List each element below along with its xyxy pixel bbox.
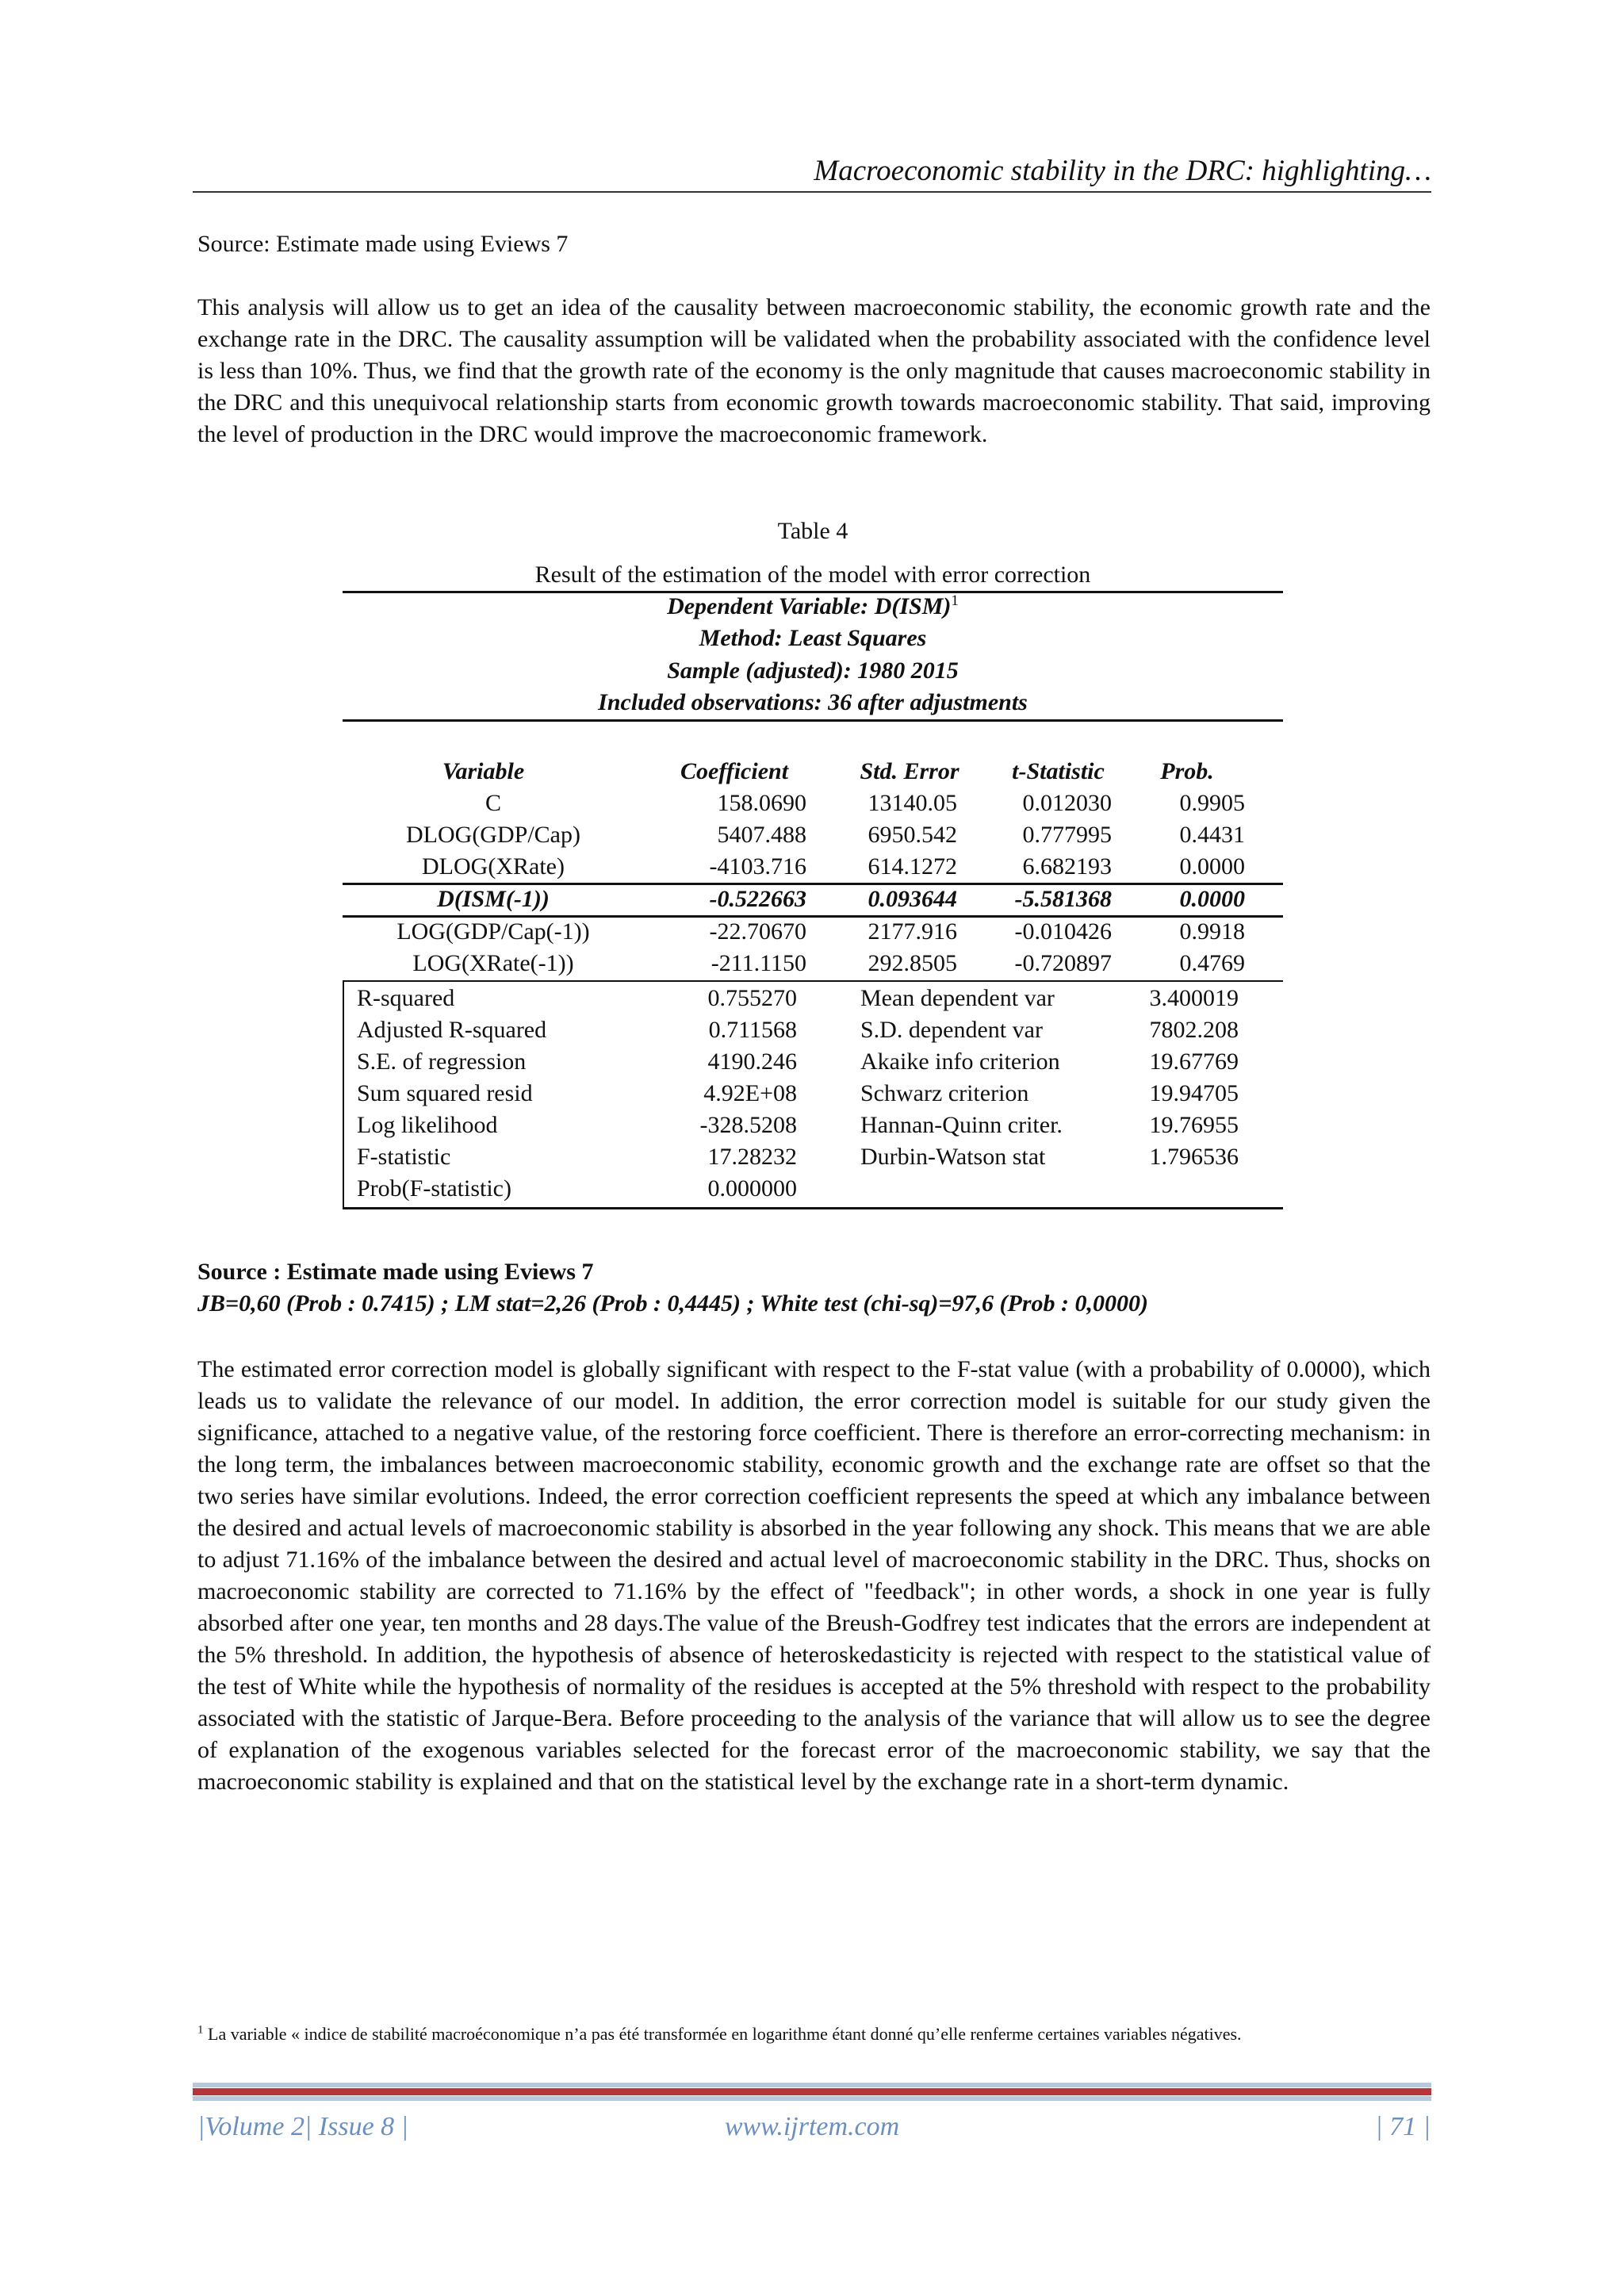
table-rule [343, 1207, 1283, 1209]
table-cell: -5.581368 [1014, 886, 1112, 912]
method-line: Method: Least Squares [699, 625, 927, 651]
table-row [343, 948, 1283, 979]
footer-volume-issue: |Volume 2| Issue 8 | [197, 2112, 409, 2141]
stat-value: 4190.246 [707, 1048, 797, 1075]
stat-label: Sum squared resid [357, 1080, 533, 1106]
source-note-bottom: Source : Estimate made using Eviews 7 [197, 1259, 594, 1285]
table-cell: 614.1272 [868, 853, 957, 880]
footer-website-link[interactable]: www.ijrtem.com [724, 2112, 900, 2141]
footnote [197, 2021, 1431, 2047]
stat-label: Prob(F-statistic) [357, 1175, 511, 1202]
sample-line: Sample (adjusted): 1980 2015 [667, 657, 959, 684]
paragraph-causality: This analysis will allow us to get an idea of the causality between macroeconomic stability, the economic growth rate and the exchange rate in the DRC. The causality assumption will be validated when the probability associated with the confidence level is less than 10%. Thus, we find that the growth rate of the economy is the only magnitude that causes macroeconomic stability in the DRC and this unequivocal relationship starts from economic growth towards macroeconomic stability. That said, improving the level of production in the DRC would improve the macroeconomic framework. [197, 294, 1431, 447]
stat-label: Akaike info criterion [860, 1048, 1060, 1075]
source-note-top: Source: Estimate made using Eviews 7 [197, 231, 569, 257]
stat-label: Adjusted R-squared [357, 1017, 547, 1043]
table-cell: 0.0000 [1179, 853, 1245, 880]
table-row [343, 788, 1283, 819]
table-cell: D(ISM(-1)) [437, 886, 550, 912]
stat-label: Hannan-Quinn criter. [860, 1112, 1063, 1138]
footnote-text: La variable « indice de stabilité macroéconomique n’a pas été transformée en logarithme étant donné qu’elle renferme certaines variables négatives. [203, 2024, 1242, 2044]
table-cell: 0.0000 [1179, 886, 1245, 912]
footer-page-number: | 71 | [1375, 2112, 1431, 2141]
stat-value: 19.76955 [1149, 1112, 1239, 1138]
table-cell: -0.522663 [709, 886, 806, 912]
table-cell: 6950.542 [868, 822, 957, 848]
stats-row [343, 1110, 1283, 1141]
stat-label: Log likelihood [357, 1112, 498, 1138]
diagnostic-tests: JB=0,60 (Prob : 0.7415) ; LM stat=2,26 (Prob : 0,4445) ; White test (chi-sq)=97,6 (Prob : 0,0000) [197, 1290, 1148, 1317]
table-rule [343, 980, 1283, 982]
table-cell: -22.70670 [709, 918, 806, 945]
stat-value: 19.67769 [1149, 1048, 1239, 1075]
stat-value: 1.796536 [1149, 1144, 1239, 1170]
table-cell: 6.682193 [1022, 853, 1112, 880]
stat-label: S.E. of regression [357, 1048, 527, 1075]
table-cell: 0.093644 [868, 886, 957, 912]
footer-band [193, 2096, 1431, 2101]
stat-value: 7802.208 [1149, 1017, 1239, 1043]
table-cell: LOG(GDP/Cap(-1)) [396, 918, 590, 945]
footnote-mark: 1 [951, 592, 959, 609]
table-cell: DLOG(GDP/Cap) [406, 822, 580, 848]
stat-value: 4.92E+08 [703, 1080, 797, 1106]
stats-row [343, 983, 1283, 1014]
table-row-error-correction [343, 884, 1283, 915]
stat-value: 0.755270 [707, 985, 797, 1011]
stat-value: 19.94705 [1149, 1080, 1239, 1106]
stat-label: F-statistic [357, 1144, 451, 1170]
table-cell: C [485, 790, 501, 816]
table-cell: 158.0690 [717, 790, 806, 816]
header-rule [193, 191, 1431, 193]
stat-label: Schwarz criterion [860, 1080, 1029, 1106]
column-header: t-Statistic [1012, 758, 1105, 784]
stats-row [343, 1173, 1283, 1205]
stats-row [343, 1078, 1283, 1110]
dependent-variable: Dependent Variable: D(ISM)$^1$ [667, 592, 959, 619]
table-cell: 0.4769 [1179, 950, 1245, 976]
stat-label: Durbin-Watson stat [860, 1144, 1046, 1170]
table-cell: 5407.488 [717, 822, 806, 848]
table-cell: LOG(XRate(-1)) [412, 950, 574, 976]
stats-row [343, 1141, 1283, 1173]
column-header: Variable [442, 758, 525, 784]
footnote-number: 1 [197, 2023, 204, 2037]
stat-label: S.D. dependent var [860, 1017, 1043, 1043]
footer-band [193, 2088, 1431, 2095]
table-cell: -4103.716 [709, 853, 806, 880]
stat-value: 17.28232 [707, 1144, 797, 1170]
stat-value: 3.400019 [1149, 985, 1239, 1011]
stat-value: 0.000000 [707, 1175, 797, 1202]
stats-row [343, 1046, 1283, 1078]
stat-label: Mean dependent var [860, 985, 1055, 1011]
stat-label: R-squared [357, 985, 455, 1011]
table-row [343, 916, 1283, 948]
table-rule [343, 719, 1283, 722]
column-header: Prob. [1160, 758, 1214, 784]
stats-row [343, 1014, 1283, 1046]
observations-line: Included observations: 36 after adjustments [598, 689, 1028, 715]
column-header: Std. Error [860, 758, 959, 784]
paragraph-interpretation: The estimated error correction model is globally significant with respect to the F-stat value (with a probability of 0.0000), which leads us to validate the relevance of our model. In addition, the error correction model is suitable for our study given the significance, attached to a negative value, of the restoring force coefficient. There is therefore an error-correcting mechanism: in the long term, the imbalances between macroeconomic stability, economic growth and the exchange rate are offset so that the two series have similar evolutions. Indeed, the error correction coefficient represents the speed at which any imbalance between the desired and actual levels of macroeconomic stability is absorbed in the year following any shock. This means that we are able to adjust 71.16% of the imbalance between the desired and actual level of macroeconomic stability in the DRC. Thus, shocks on macroeconomic stability are corrected to 71.16% by the effect of "feedback"; in other words, a shock in one year is fully absorbed after one year, ten months and 28 days.The value of the Breush-Godfrey test indicates that the errors are independent at the 5% threshold. In addition, the hypothesis of absence of heteroskedasticity is rejected with respect to the statistical value of the test of White while the hypothesis of normality of the residues is accepted at the 5% threshold with respect to the probability associated with the statistic of Jarque-Bera. Before proceeding to the analysis of the variance that will allow us to see the degree of explanation of the exogenous variables selected for the forecast error of the macroeconomic stability, we say that the macroeconomic stability is explained and that on the statistical level by the exchange rate in a short-term dynamic. [197, 1356, 1431, 1795]
running-header: Macroeconomic stability in the DRC: highlighting… [814, 155, 1431, 187]
table-row [343, 819, 1283, 851]
table-cell: 0.777995 [1022, 822, 1112, 848]
table-cell: 0.9905 [1179, 790, 1245, 816]
table-row [343, 851, 1283, 883]
table-cell: -211.1150 [710, 950, 806, 976]
table-header-row [343, 756, 1283, 788]
table-cell: -0.010426 [1014, 918, 1112, 945]
table-cell: 0.4431 [1179, 822, 1245, 848]
table-number: Table 4 [777, 518, 848, 544]
stat-value: 0.711568 [708, 1017, 797, 1043]
table-cell: 0.012030 [1022, 790, 1112, 816]
column-header: Coefficient [680, 758, 789, 784]
table-caption: Result of the estimation of the model with error correction [534, 562, 1091, 588]
table-cell: -0.720897 [1014, 950, 1112, 976]
table-cell: 292.8505 [868, 950, 957, 976]
stat-value: -328.5208 [699, 1112, 797, 1138]
table-cell: 13140.05 [868, 790, 957, 816]
table-cell: DLOG(XRate) [422, 853, 565, 880]
table-cell: 2177.916 [868, 918, 957, 945]
table-cell: 0.9918 [1179, 918, 1245, 945]
footer-band [193, 2083, 1431, 2087]
